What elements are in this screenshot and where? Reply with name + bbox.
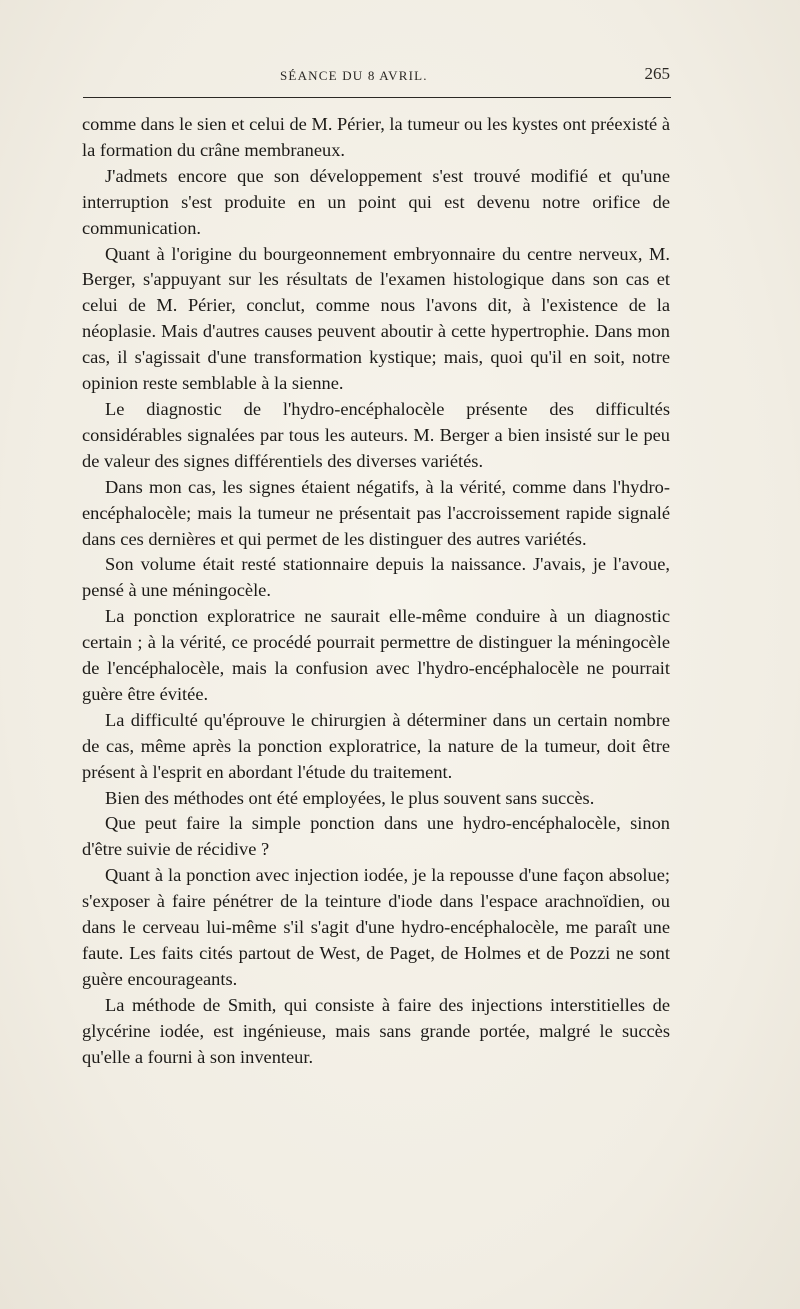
header-rule <box>83 97 671 98</box>
paragraph-11: Quant à la ponction avec injection iodée, je la repousse d'une façon absolue; s'exposer à faire pénétrer de la teinture d'iode dans l'espace arachnoïdien, ou dans le cerveau lui-même s'il s'agit d'une hydro-encéphalocèle, me paraît une faute. Les faits cités partout de West, de Paget, de Holmes et de Pozzi ne sont guère encourageants. <box>82 865 670 989</box>
paragraph-1: comme dans le sien et celui de M. Périer, la tumeur ou les kystes ont préexisté à la formation du crâne membraneux. <box>82 114 670 160</box>
page-number: 265 <box>644 64 670 83</box>
paragraph-12: La méthode de Smith, qui consiste à faire des injections interstitielles de glycérine iodée, est ingénieuse, mais sans grande portée, malgré le succès qu'elle a fourni à son inventeur. <box>82 994 670 1067</box>
paragraph-9: Bien des méthodes ont été employées, le plus souvent sans succès. <box>105 787 595 808</box>
paragraph-6: Son volume était resté stationnaire depuis la naissance. J'avais, je l'avoue, pensé à une méningocèle. <box>82 554 670 601</box>
paragraph-10: Que peut faire la simple ponction dans une hydro-encéphalocèle, sinon d'être suivie de récidive ? <box>82 813 670 860</box>
paragraph-3: Quant à l'origine du bourgeonnement embryonnaire du centre nerveux, M. Berger, s'appuyant sur les résultats de l'examen histologique dans son cas et celui de M. Périer, conclut, comme nous l'avons dit, à l'existence de la néoplasie. Mais d'autres causes peuvent aboutir à cette hypertrophie. Dans mon cas, il s'agissait d'une transformation kystique; mais, quoi qu'il en soit, notre opinion reste semblable à la sienne. <box>82 243 670 394</box>
paragraph-4: Le diagnostic de l'hydro-encéphalocèle présente des difficultés considérables signalées par tous les auteurs. M. Berger a bien insisté sur le peu de valeur des signes différentiels des diverses variétés. <box>82 398 670 471</box>
paragraph-5: Dans mon cas, les signes étaient négatifs, à la vérité, comme dans l'hydro-encéphalocèle; mais la tumeur ne présentait pas l'accroissement rapide signalé dans ces dernières et qui permet de les distinguer des autres variétés. <box>82 476 670 549</box>
running-head: SÉANCE DU 8 AVRIL. <box>280 68 428 83</box>
paragraph-2: J'admets encore que son développement s'est trouvé modifié et qu'une interruption s'est produite en un point qui est devenu notre orifice de communication. <box>82 165 670 238</box>
paragraph-7: La ponction exploratrice ne saurait elle-même conduire à un diagnostic certain ; à la vérité, ce procédé pourrait permettre de distinguer la méningocèle de l'encéphalocèle, mais la confusion avec l'hydro-encéphalocèle ne pourrait guère être évitée. <box>82 606 670 704</box>
paragraph-8: La difficulté qu'éprouve le chirurgien à déterminer dans un certain nombre de cas, même après la ponction exploratrice, la nature de la tumeur, doit être présent à l'esprit en abordant l'étude du traitement. <box>82 709 670 782</box>
page-header <box>80 64 670 90</box>
body-text <box>82 112 670 1071</box>
